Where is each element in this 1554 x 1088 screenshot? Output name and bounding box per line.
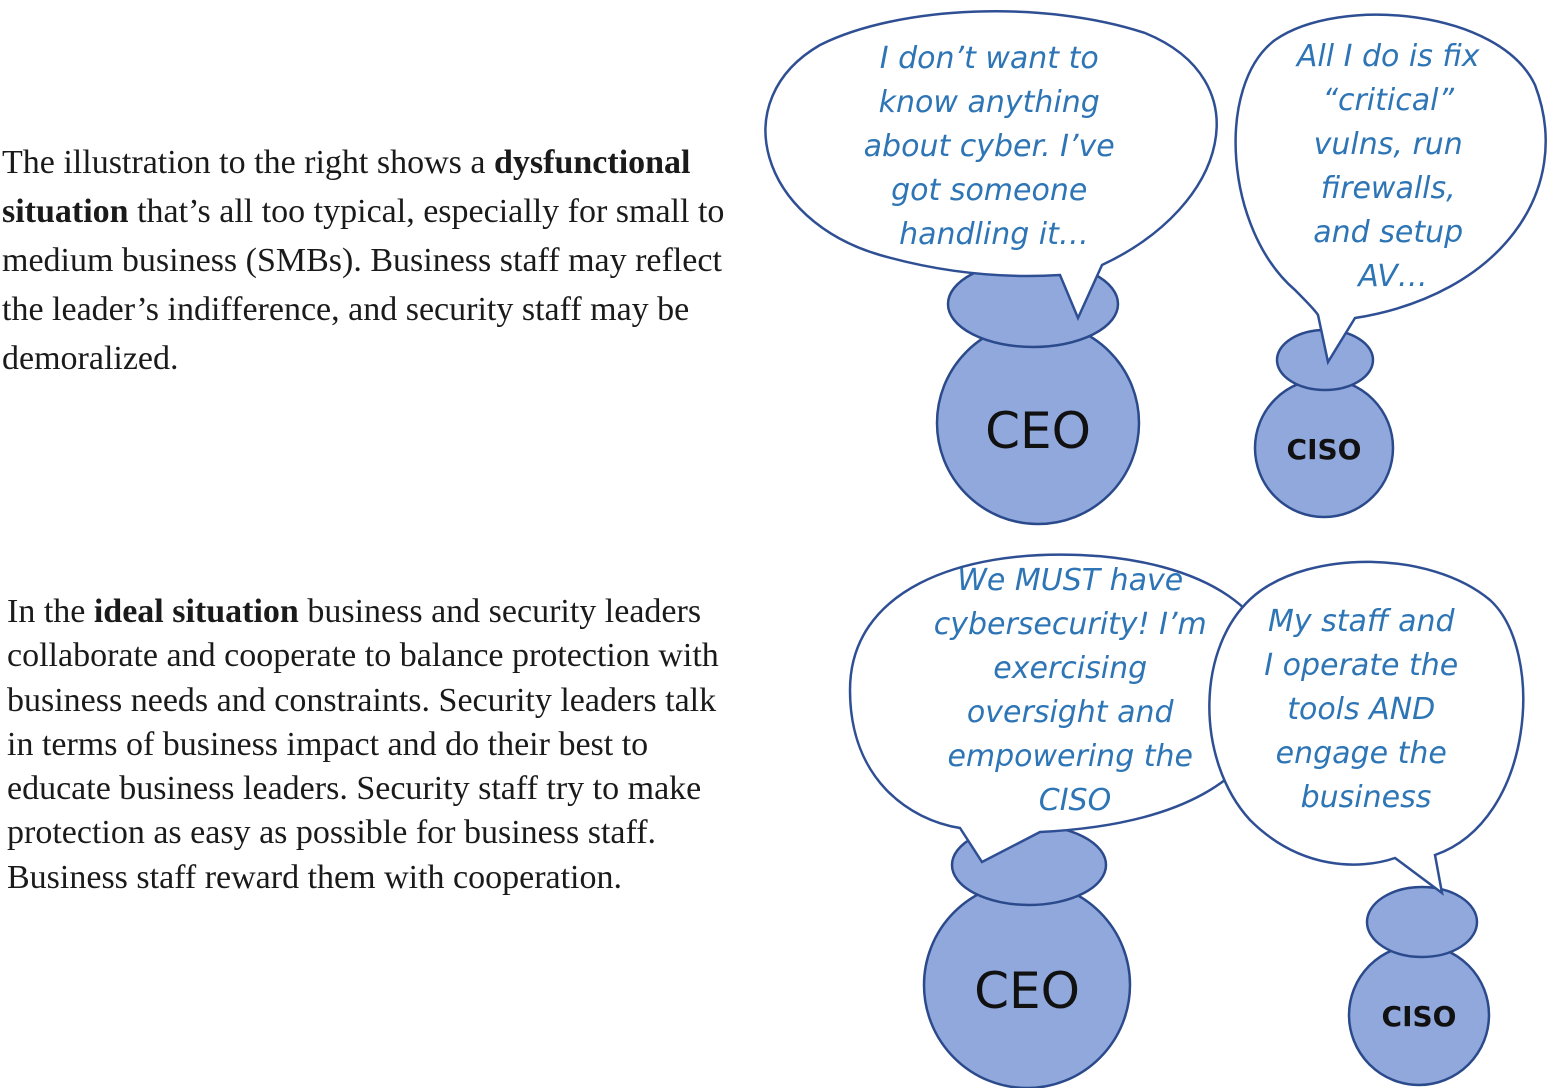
- top-ceo-quote-line: got someone: [891, 173, 1088, 208]
- bottom-ceo-figure: [924, 825, 1130, 1088]
- bottom-text-bold: ideal situation: [93, 593, 299, 630]
- top-ciso-label: CISO: [1286, 433, 1362, 466]
- bottom-ciso-label: CISO: [1381, 1000, 1457, 1033]
- bottom-ciso-quote-line: engage the: [1275, 736, 1447, 771]
- top-text-before: The illustration to the right shows a: [2, 144, 494, 181]
- top-ceo-figure: [937, 261, 1139, 524]
- top-ciso-quote-line: “critical”: [1322, 83, 1455, 118]
- top-ciso-quote-line: vulns, run: [1313, 127, 1463, 162]
- bottom-ceo-quote-line: cybersecurity! I’m: [933, 607, 1207, 642]
- bottom-ceo-quote-line: empowering the: [947, 739, 1194, 774]
- top-ciso-quote-line: and setup: [1313, 215, 1464, 250]
- bottom-ciso-quote-line: My staff and: [1267, 604, 1455, 639]
- top-ceo-quote-line: know anything: [878, 85, 1100, 120]
- top-ceo-quote: [864, 41, 1125, 252]
- bottom-ceo-quote-line: oversight and: [966, 695, 1174, 730]
- top-text-bold: dysfunctional situation: [2, 144, 691, 230]
- bottom-ciso-figure: [1349, 887, 1489, 1085]
- top-text-after: that’s all too typical, especially for small to medium business (SMBs). Business staff may reflect the leader’s indifference, and security staff may be demoralized.: [2, 193, 725, 377]
- bottom-ciso-quote-line: I operate the: [1264, 648, 1459, 683]
- top-ceo-quote-line: handling it…: [899, 217, 1089, 252]
- bottom-ceo-label: CEO: [974, 962, 1080, 1020]
- top-ceo-quote-line: I don’t want to: [879, 41, 1099, 76]
- top-ciso-quote-line: AV…: [1358, 259, 1428, 294]
- top-ceo-quote-line: about cyber. I’ve: [863, 129, 1115, 164]
- bottom-ceo-quote-line: CISO: [1038, 783, 1112, 818]
- top-ciso-figure: [1255, 330, 1393, 517]
- bottom-ciso-quote-line: tools AND: [1287, 692, 1436, 727]
- top-ciso-quote-line: firewalls,: [1320, 171, 1456, 206]
- bottom-ciso-quote-line: business: [1300, 780, 1432, 815]
- bottom-ciso-head: [1367, 887, 1477, 957]
- bottom-ceo-quote-line: We MUST have: [957, 563, 1184, 598]
- top-ciso-quote-line: All I do is fix: [1296, 39, 1480, 74]
- bottom-text-before: In the: [7, 593, 94, 630]
- bottom-ceo-quote-line: exercising: [993, 651, 1148, 686]
- bottom-text-after: business and security leaders collaborate and cooperate to balance protection with business needs and constraints. Security leaders talk in terms of business impact and do their best to educate business leaders. Security staff try to make protection as easy as possible for business staff. Business staff reward them with cooperation.: [7, 593, 719, 896]
- top-ceo-label: CEO: [985, 402, 1091, 460]
